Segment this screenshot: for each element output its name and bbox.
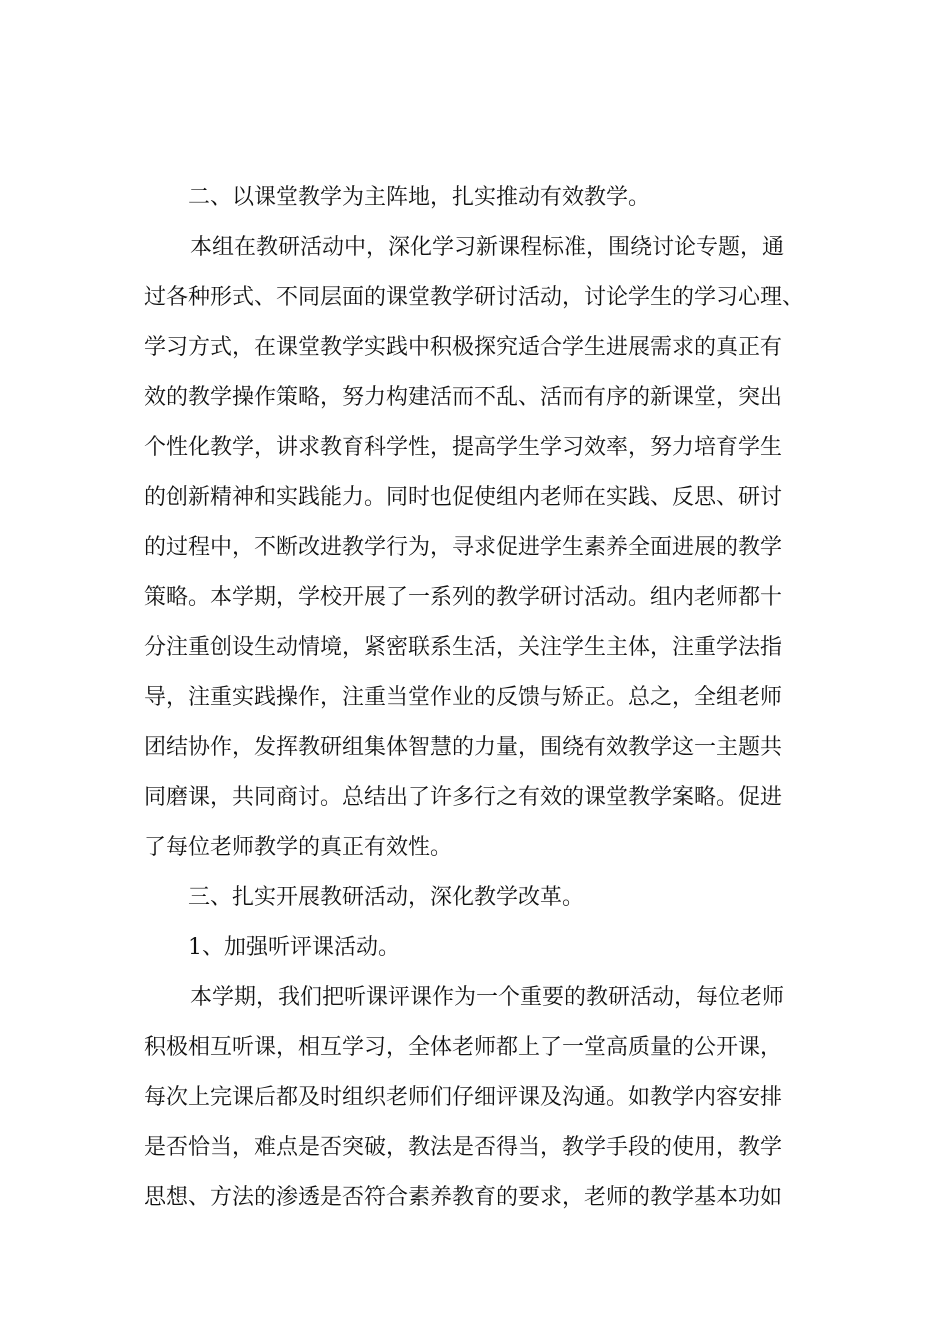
paragraph-line: 个性化教学，讲求教育科学性，提高学生学习效率，努力培育学生 (144, 435, 783, 460)
paragraph-line: 是否恰当，难点是否突破，教法是否得当，教学手段的使用，教学 (144, 1135, 783, 1160)
heading-line: 二、以课堂教学为主阵地，扎实推动有效教学。 (188, 185, 651, 210)
heading-line: 1、加强听评课活动。 (188, 935, 400, 960)
subsection-heading-3-1 (144, 923, 824, 973)
paragraph-line: 同磨课，共同商讨。总结出了许多行之有效的课堂教学案略。促进 (144, 785, 783, 810)
paragraph-line: 学习方式，在课堂教学实践中积极探究适合学生进展需求的真正有 (144, 335, 783, 360)
paragraph-line: 每次上完课后都及时组织老师们仔细评课及沟通。如教学内容安排 (144, 1085, 783, 1110)
section-heading-2 (144, 173, 824, 223)
paragraph-line: 策略。本学期，学校开展了一系列的教学研讨活动。组内老师都十 (144, 585, 783, 610)
paragraph-line: 本学期，我们把听课评课作为一个重要的教研活动，每位老师 (190, 985, 785, 1010)
paragraph-line: 效的教学操作策略，努力构建活而不乱、活而有序的新课堂，突出 (144, 385, 783, 410)
paragraph-line: 的创新精神和实践能力。同时也促使组内老师在实践、反思、研讨 (144, 485, 783, 510)
paragraph-line: 本组在教研活动中，深化学习新课程标准，围绕讨论专题，通 (190, 235, 785, 260)
paragraph-line: 思想、方法的渗透是否符合素养教育的要求，老师的教学基本功如 (144, 1185, 783, 1210)
paragraph-line: 分注重创设生动情境，紧密联系生活，关注学生主体，注重学法指 (144, 635, 783, 660)
paragraph-line: 了每位老师教学的真正有效性。 (144, 835, 453, 860)
body-paragraph-1 (144, 223, 824, 873)
paragraph-line: 过各种形式、不同层面的课堂教学研讨活动，讨论学生的学习心理、 (144, 285, 805, 310)
section-heading-3 (144, 873, 824, 923)
paragraph-line: 积极相互听课，相互学习，全体老师都上了一堂高质量的公开课， (144, 1035, 783, 1060)
document-body (144, 173, 824, 1223)
paragraph-line: 团结协作，发挥教研组集体智慧的力量，围绕有效教学这一主题共 (144, 735, 783, 760)
paragraph-line: 的过程中，不断改进教学行为，寻求促进学生素养全面进展的教学 (144, 535, 783, 560)
body-paragraph-2 (144, 973, 824, 1223)
paragraph-line: 导，注重实践操作，注重当堂作业的反馈与矫正。总之，全组老师 (144, 685, 783, 710)
heading-line: 三、扎实开展教研活动，深化教学改革。 (188, 885, 585, 910)
